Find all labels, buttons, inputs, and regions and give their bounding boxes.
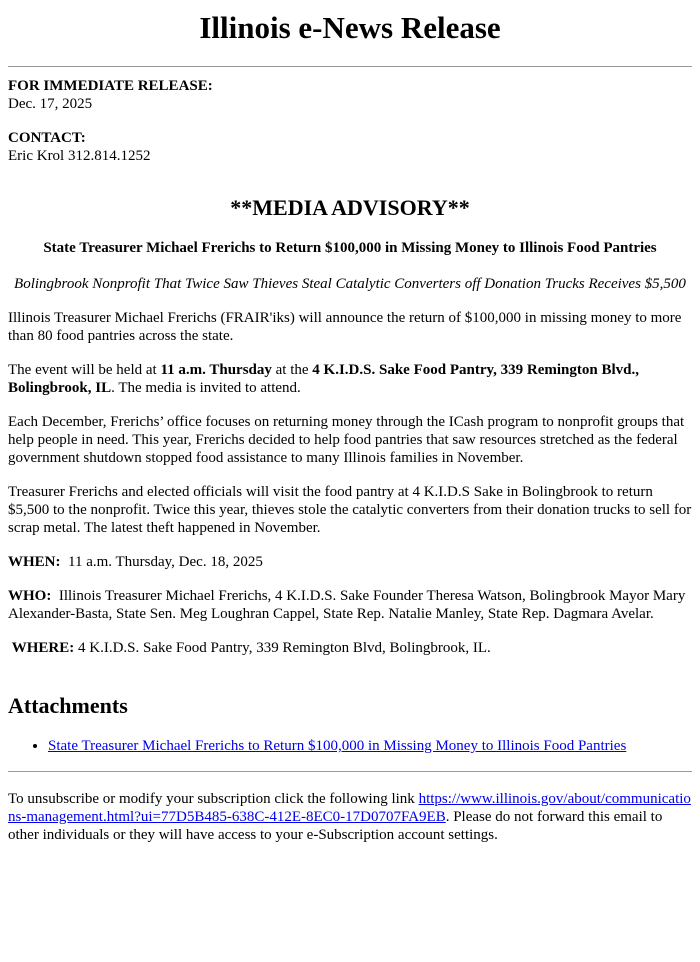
when-line: WHEN: 11 a.m. Thursday, Dec. 18, 2025 (8, 554, 263, 570)
headline: State Treasurer Michael Frerichs to Return $100,000 in Missing Money to Illinois Food Pantries (43, 240, 657, 256)
paragraph-3: Each December, Frerichs’ office focuses on returning money through the ICash program to nonprofit groups that help people in need. This year, Frerichs decided to help food pantries that saw resources stretched as the federal government shutdown stopped food assistance to many Illinois families in November. (8, 414, 685, 466)
release-label: FOR IMMEDIATE RELEASE: (8, 78, 213, 94)
where-line: WHERE: 4 K.I.D.S. Sake Food Pantry, 339 Remington Blvd, Bolingbrook, IL. (11, 640, 491, 656)
attachment-link[interactable]: State Treasurer Michael Frerichs to Return $100,000 in Missing Money to Illinois Food Pantries (48, 738, 627, 754)
contact-label: CONTACT: (8, 130, 86, 146)
release-date: Dec. 17, 2025 (8, 96, 93, 112)
divider (8, 771, 692, 772)
paragraph-4: Treasurer Frerichs and elected officials will visit the food pantry at 4 K.I.D.S Sake in Bolingbrook to return $5,500 to the nonprofit. Twice this year, thieves stole the catalytic converters from their donation trucks to sell for scrap metal. The latest theft happened in November. (8, 484, 692, 536)
unsubscribe-text: To unsubscribe or modify your subscription click the following link https://www.illinois.gov/about/communications-management.html?ui=77D5B485-638C-412E-8EC0-17D0707FA9EB. Please do not forward this email to other individuals or they will have access to your e-Subscription account settings. (8, 791, 691, 843)
attachments-list (8, 737, 692, 755)
contact-value: Eric Krol 312.814.1252 (8, 148, 151, 164)
divider (8, 66, 692, 67)
attachments-heading: Attachments (8, 693, 128, 718)
who-line: WHO: Illinois Treasurer Michael Frerichs, 4 K.I.D.S. Sake Founder Theresa Watson, Bolingbrook Mayor Mary Alexander-Basta, State Sen. Meg Loughran Cappel, State Rep. Natalie Manley, State Rep. Dagmara Avelar. (8, 588, 686, 622)
page-title: Illinois e-News Release (199, 10, 501, 45)
subheadline: Bolingbrook Nonprofit That Twice Saw Thieves Steal Catalytic Converters off Donation Trucks Receives $5,500 (14, 276, 686, 292)
paragraph-2: The event will be held at 11 a.m. Thursday at the 4 K.I.D.S. Sake Food Pantry, 339 Remington Blvd., Bolingbrook, IL. The media is invited to attend. (8, 362, 640, 396)
unsubscribe-link[interactable]: https://www.illinois.gov/about/communications-management.html?ui=77D5B485-638C-412E-8EC0-17D0707FA9EB (8, 791, 691, 825)
media-advisory-heading: **MEDIA ADVISORY** (230, 195, 470, 220)
paragraph-1: Illinois Treasurer Michael Frerichs (FRAIR'iks) will announce the return of $100,000 in missing money to more than 80 food pantries across the state. (8, 310, 682, 344)
